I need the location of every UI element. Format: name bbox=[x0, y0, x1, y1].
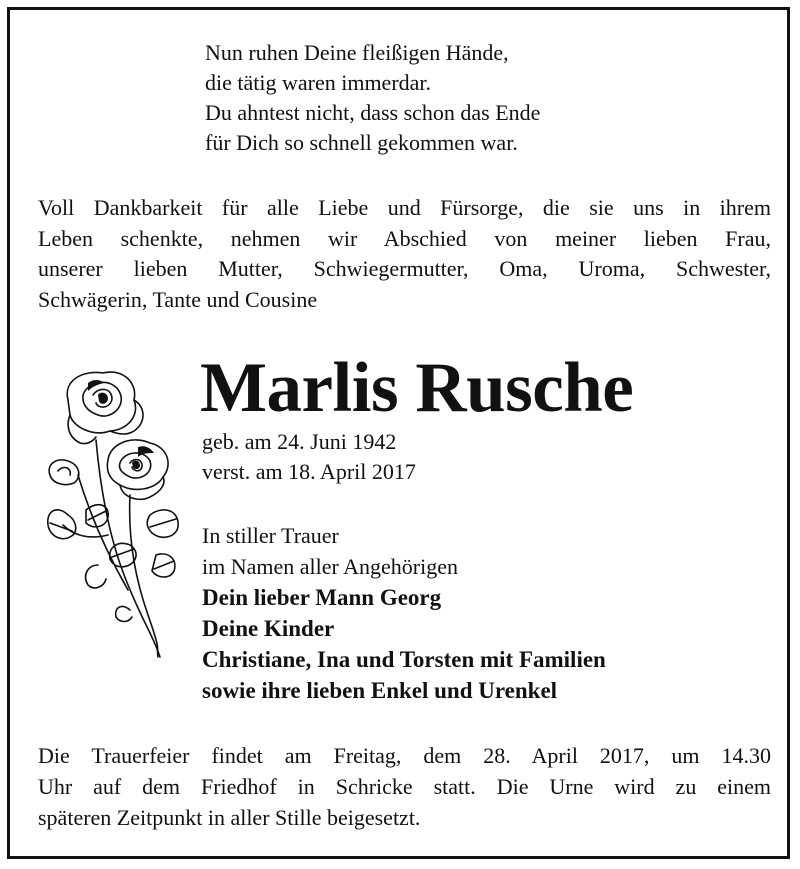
mourner-husband: Dein lieber Mann Georg bbox=[202, 585, 442, 610]
poem-line: Nun ruhen Deine fleißigen Hände, bbox=[205, 40, 509, 65]
roses-icon bbox=[38, 365, 193, 665]
intro-line: Leben schenkte, nehmen wir Abschied von meiner lieben Frau, bbox=[38, 225, 771, 251]
poem-line: für Dich so schnell gekommen war. bbox=[205, 130, 518, 155]
footer-line: späteren Zeitpunkt in aller Stille beigesetzt. bbox=[38, 805, 421, 830]
mourner-grandchildren: sowie ihre lieben Enkel und Urenkel bbox=[202, 678, 558, 703]
intro-paragraph bbox=[38, 193, 771, 315]
mourners-block bbox=[202, 520, 606, 706]
poem-line: die tätig waren immerdar. bbox=[205, 70, 432, 95]
intro-line: Voll Dankbarkeit für alle Liebe und Fürsorge, die sie uns in ihrem bbox=[38, 195, 771, 220]
poem bbox=[205, 38, 540, 158]
funeral-info bbox=[38, 740, 771, 833]
footer-line: Uhr auf dem Friedhof in Schricke statt. Die Urne wird zu einem bbox=[38, 774, 771, 799]
poem-line: Du ahntest nicht, dass schon das Ende bbox=[205, 100, 541, 125]
mourners-line: im Namen aller Angehörigen bbox=[202, 554, 458, 579]
mourners-line: In stiller Trauer bbox=[202, 523, 339, 548]
deceased-name: Marlis Rusche bbox=[200, 349, 634, 427]
intro-line: Schwägerin, Tante und Cousine bbox=[38, 286, 318, 312]
mourner-children-heading: Deine Kinder bbox=[202, 616, 335, 641]
intro-line: unserer lieben Mutter, Schwiegermutter, Oma, Uroma, Schwester, bbox=[38, 256, 771, 281]
birth-date: geb. am 24. Juni 1942 bbox=[202, 429, 397, 454]
death-date: verst. am 18. April 2017 bbox=[202, 459, 416, 484]
life-dates bbox=[202, 427, 416, 487]
obituary-notice bbox=[7, 7, 790, 859]
footer-line: Die Trauerfeier findet am Freitag, dem 28. April 2017, um 14.30 bbox=[38, 743, 771, 768]
mourner-children: Christiane, Ina und Torsten mit Familien bbox=[202, 647, 606, 672]
